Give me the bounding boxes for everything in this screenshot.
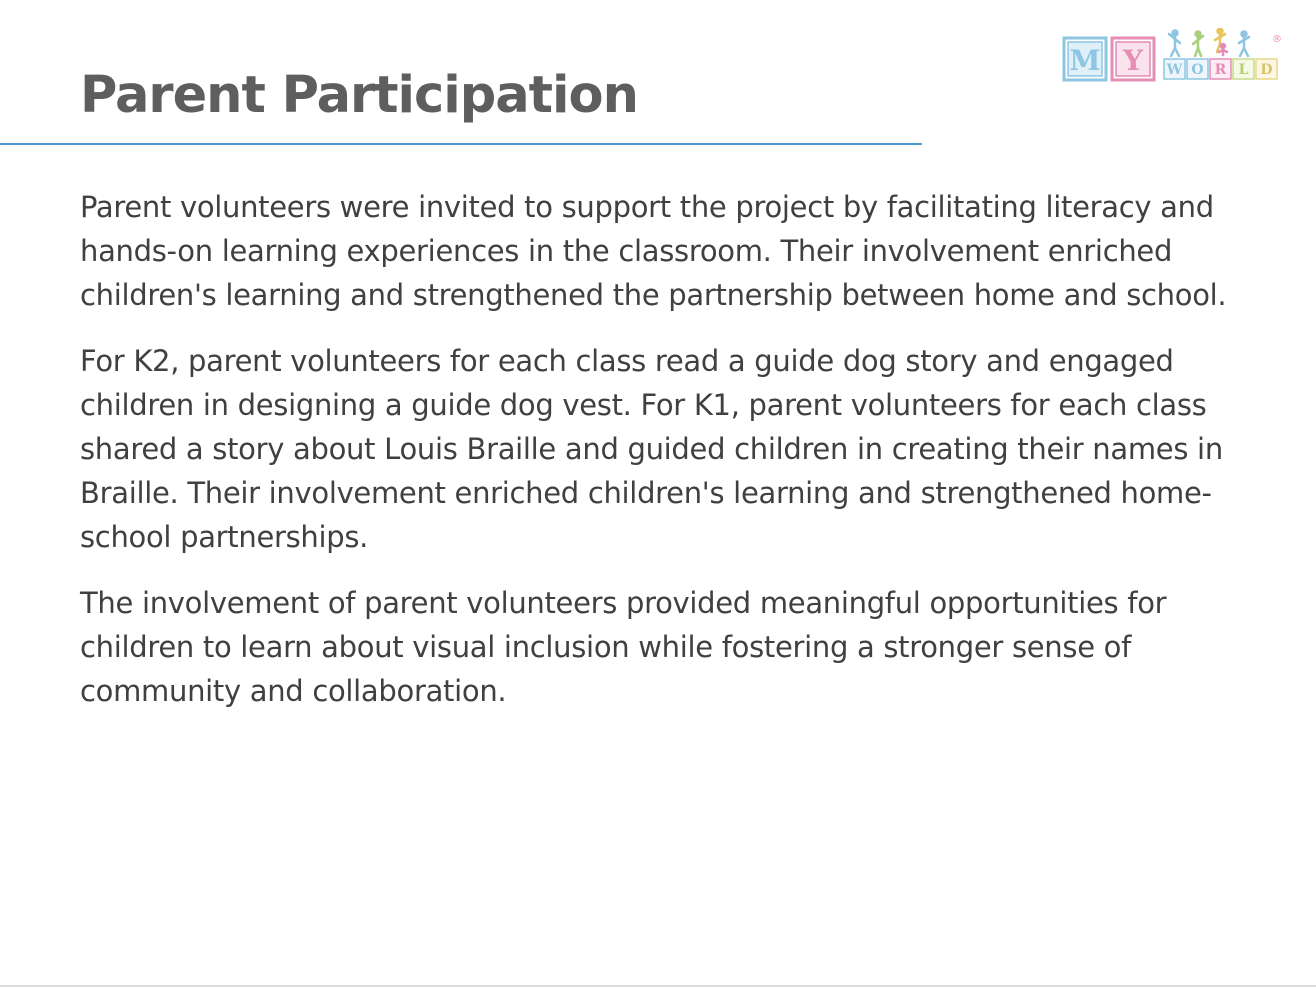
logo-registered-mark: ® — [1272, 34, 1282, 45]
logo-letter-o: O — [1191, 62, 1204, 78]
logo-letter-m: M — [1069, 44, 1101, 77]
logo-letter-d: D — [1260, 62, 1273, 78]
paragraph-conclusion: The involvement of parent volunteers provided meaningful opportunities for children to learn about visual inclusion while fostering a stronger sense of community and collaboration. — [80, 586, 1167, 708]
body-text — [80, 185, 1260, 735]
page-title: Parent Participation — [80, 66, 638, 125]
logo-letter-y: Y — [1123, 44, 1143, 77]
title-divider — [0, 143, 922, 145]
logo-letter-l: L — [1238, 62, 1249, 78]
footer-divider — [0, 985, 1316, 987]
logo-letter-r: R — [1214, 62, 1227, 78]
paragraph-intro: Parent volunteers were invited to support the project by facilitating literacy and hands-on learning experiences in the classroom. Their involvement enriched children's learning and strengthened the partnership between home and school. — [80, 190, 1227, 312]
paragraph-k2-k1: For K2, parent volunteers for each class read a guide dog story and engaged children in designing a guide dog vest. For K1, parent volunteers for each class shared a story about Louis Braille and guided children in creating their names in Braille. Their involvement enriched children's learning and strengthened home-school partnerships. — [80, 344, 1223, 554]
my-world-logo — [1058, 28, 1286, 88]
logo-letter-w: W — [1166, 62, 1183, 78]
my-world-logo-graphic — [1058, 28, 1286, 88]
